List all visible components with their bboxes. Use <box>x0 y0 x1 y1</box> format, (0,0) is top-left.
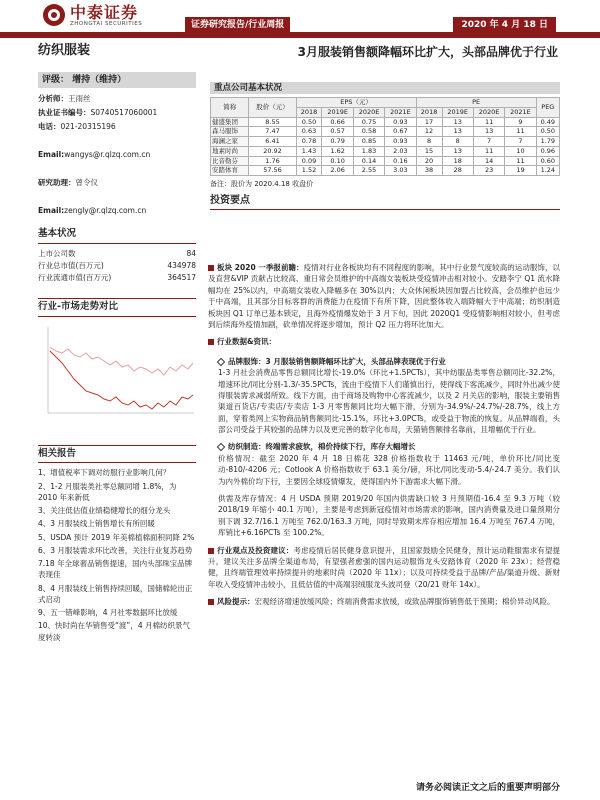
table-cell: 1.83 <box>353 146 384 156</box>
bullet-icon <box>208 599 214 605</box>
related-report-link[interactable]: 3、关注低估值业绩稳健增长的细分龙头 <box>38 506 171 516</box>
table-cell: 0.79 <box>322 137 353 147</box>
table-cell: 0.50 <box>296 117 322 127</box>
table-cell: 7.47 <box>249 127 296 137</box>
table-cell: 0.09 <box>296 156 322 166</box>
col-eps: EPS（元） <box>296 98 416 108</box>
table-row <box>211 146 560 156</box>
table-cell: 20 <box>416 156 442 166</box>
table-cell: 23 <box>473 166 504 176</box>
table-cell: 0.85 <box>353 137 384 147</box>
company-name-cell: 安踏体育 <box>211 166 249 176</box>
basic-info-table <box>38 248 196 284</box>
analyst-row <box>38 120 196 134</box>
table-cell: 7 <box>473 137 504 147</box>
table-cell: 1.79 <box>536 137 559 147</box>
table-cell: 15 <box>416 146 442 156</box>
analyst-value: 王雨丝 <box>68 94 91 103</box>
analyst-label: 电话： <box>38 122 61 131</box>
col-peg: PEG <box>536 98 559 118</box>
diamond-bullet-icon <box>217 443 225 451</box>
diamond-bullet-icon <box>217 357 225 365</box>
left-sidebar <box>38 64 196 645</box>
key-companies-table <box>210 97 560 176</box>
analyst-row <box>38 176 196 190</box>
basic-info-value: 84 <box>186 248 196 258</box>
year-header: 2020E <box>353 107 384 117</box>
year-header: 2020E <box>473 107 504 117</box>
paragraph-brand-apparel: 品牌服饰：3 月服装销售额降幅环比扩大，头部品牌表现优于行业 1-3 月社会消费品零售总额同比增长-19.0%（环比+1.5PCTs），其中纺服品类零售总额同比-32.2%，增速环比/同比分别-1.3/-35.5PCTs，流由于疫情下人们谨慎出行，使得线下客流减少，同时外出减少使得服装需求减弱所致。线下方面，由于商场及购物中心客流减少，以及 2 月关店的影响，服装主要销售渠道百货店/专卖店/专卖店 1-3 月零售额同比均大幅下滑，分别为-34.9%/-24.7%/-28.7%，线上方面，穿着类网上实物商品销售额同比-15.1%，环比+3.0PCTs，或受益于物流的恢复。从品牌端看，头部公司受益于其较强的品牌力以及更完善的数字化布局，天猫销售额排名靠前，且增幅优于行业。 <box>218 356 560 435</box>
table-cell: 0.67 <box>385 127 416 137</box>
table-cell: 2.03 <box>385 146 416 156</box>
related-reports-list <box>38 467 196 643</box>
related-report-link[interactable]: 5、USDA 预计 2019 年美棉植棉面积同降 2% <box>38 532 195 542</box>
table-cell: 0.57 <box>322 127 353 137</box>
analyst-label: 分析师： <box>38 94 68 103</box>
table-cell: 14 <box>473 156 504 166</box>
header-divider <box>0 32 600 38</box>
company-name-cell: 比音勒芬 <box>211 156 249 166</box>
analyst-value: 曾令仪 <box>75 178 98 187</box>
analyst-label: 执业证书编号： <box>38 108 91 117</box>
table-cell: 6.41 <box>249 137 296 147</box>
related-report-link[interactable]: 10、快时尚在华销售受“渡”，4 月棉纺织景气度转淡 <box>38 621 190 642</box>
report-type-tag: 证券研究报告/行业周报 <box>185 17 290 33</box>
basic-info-value: 364517 <box>167 272 196 282</box>
table-note: 备注：股价为 2020.4.18 收盘价 <box>210 180 314 189</box>
year-header: 2021E <box>385 107 416 117</box>
basic-info-title: 基本状况 <box>38 228 196 244</box>
table-cell: 0.60 <box>536 156 559 166</box>
year-header: 2018 <box>296 107 322 117</box>
related-report-link[interactable]: 9、五一错峰影响，4 月社零数据环比放缓 <box>38 608 178 618</box>
table-row <box>211 166 560 176</box>
analyst-label: Email: <box>38 150 65 159</box>
logo-text-en: ZHONGTAI SECURITIES <box>70 21 143 27</box>
basic-info-label: 上市公司数 <box>38 248 76 258</box>
industry-line <box>50 351 193 409</box>
table-cell: 0.50 <box>536 127 559 137</box>
related-report-link[interactable]: 7.18 年全球奢品销售提速，国内头部珠宝品牌表现佳 <box>38 559 193 580</box>
table-cell: 1.76 <box>249 156 296 166</box>
analyst-value: S0740517060001 <box>90 108 158 117</box>
related-report-link[interactable]: 1、增值税率下调对纺服行业影响几何？ <box>38 468 171 478</box>
bullet-icon <box>208 265 214 271</box>
industry-name: 纺织服装 <box>38 43 91 58</box>
table-cell: 19 <box>505 166 536 176</box>
analyst-row <box>38 190 196 204</box>
logo-text-cn: 中泰证券 <box>70 3 139 22</box>
analyst-label: Email: <box>38 206 65 215</box>
col-name: 简称 <box>211 98 249 118</box>
table-cell: 8.55 <box>249 117 296 127</box>
analyst-label: 研究助理： <box>38 178 76 187</box>
table-cell: 0.75 <box>353 117 384 127</box>
analyst-row <box>38 148 196 162</box>
table-cell: 20.92 <box>249 146 296 156</box>
rating: 评级： 增持（维持） <box>38 72 196 88</box>
invest-points-body <box>208 262 560 614</box>
analyst-row <box>38 134 196 148</box>
analyst-row <box>38 204 196 218</box>
basic-info-label: 行业总市值(百万元) <box>38 260 104 270</box>
analyst-value: 021-20315196 <box>60 122 116 131</box>
table-cell: 38 <box>416 166 442 176</box>
table-cell: 1.62 <box>322 146 353 156</box>
table-cell: 0.78 <box>296 137 322 147</box>
basic-info-row <box>38 248 196 260</box>
company-logo <box>42 2 182 30</box>
footer-disclaimer: 请务必阅读正文之后的重要声明部分 <box>415 782 560 793</box>
year-header: 2018 <box>416 107 442 117</box>
analyst-row <box>38 92 196 106</box>
table-cell: 9 <box>505 117 536 127</box>
table-row <box>211 137 560 147</box>
table-cell: 0.16 <box>385 156 416 166</box>
market-trend-chart <box>38 321 196 421</box>
basic-info-row <box>38 260 196 272</box>
col-price: 股价（元） <box>249 98 296 118</box>
table-row <box>211 156 560 166</box>
table-cell: 10 <box>505 146 536 156</box>
bullet-icon <box>208 548 214 554</box>
table-cell: 17 <box>416 117 442 127</box>
table-cell: 7 <box>505 137 536 147</box>
table-row <box>211 127 560 137</box>
year-header: 2021E <box>505 107 536 117</box>
market-chart-title: 行业-市场走势对比 <box>38 298 196 317</box>
analyst-value: wangys@r.qlzq.com.cn <box>64 150 151 159</box>
table-row <box>211 117 560 127</box>
paragraph-risk-warning: 风险提示：宏观经济增速放缓风险；终端消费需求放缓，或致品牌服饰销售低于预期；棉价异动风险。 <box>208 596 560 607</box>
table-cell: 8 <box>416 137 442 147</box>
key-companies-section <box>210 82 560 210</box>
report-date: 2020 年 4 月 18 日 <box>453 17 556 33</box>
table-cell: 12 <box>416 127 442 137</box>
analyst-info <box>38 92 196 218</box>
analyst-row <box>38 162 196 176</box>
company-name-cell: 海澜之家 <box>211 137 249 147</box>
table-cell: 18 <box>442 156 473 166</box>
analyst-row <box>38 106 196 120</box>
paragraph-investment-advice: 行业观点及投资建议：考虑疫情后居民健身意识提升，且国家鼓励全民健身，预计运动鞋服需求有望提升，建议关注多品牌全渠道布局，有望强者愈强的国内运动服饰龙头安踏体育（2020 年 23x）；经营稳健，且终端管理效率持续提升的地素时尚（2020 年 11x）；以及可持续受益于品牌/产品/渠道升级、新财年收入受疫情冲击较小，且低估值的中高端羽绒服龙头波司登（20/21 财年 14x）。 <box>208 545 560 589</box>
table-cell: 11 <box>505 156 536 166</box>
col-pe: PE <box>416 98 536 108</box>
table-cell: 1.24 <box>536 166 559 176</box>
table-cell: 0.49 <box>536 117 559 127</box>
table-cell: 0.10 <box>322 156 353 166</box>
paragraph-textile-manufacturing: 纺织制造：终端需求疲软，棉价持续下行，库存大幅增长 价格情况：截至 2020 年 4 月 18 日棉花 328 价格指数收于 11463 元/吨，单价环比/同比变动-810/-4206 元；Cotlook A 价格指数收于 63.1 美分/磅，环比/同比变动-5.4/-24.7 美分。我们认为内外棉价均下行，主要因全球疫情爆发，使得国内外下游需求大幅下滑。 <box>218 442 560 486</box>
table-cell: 1.52 <box>296 166 322 176</box>
table-cell: 13 <box>442 117 473 127</box>
table-cell: 2.06 <box>322 166 353 176</box>
market-trend-svg <box>38 321 196 421</box>
table-cell: 2.55 <box>353 166 384 176</box>
table-cell: 0.96 <box>536 146 559 156</box>
analyst-value: zengly@r.qlzq.com.cn <box>64 206 147 215</box>
paragraph-supply-demand: 供需及库存情况：4 月 USDA 预期 2019/20 年国内供需缺口较 3 月预期值-16.4 至 9.3 万吨（较 2018/19 年缩小 40.1 万吨），主要是考虑到新冠疫情对市场需求的影响，国内消费量及进口量预期分别下调 32.7/16.1 万吨至 762.0/163.3 万吨，同时导致期末库存相应增加 16.4 万吨至 767.4 万吨，库销比+6.16PCTs 至 100.2%。 <box>218 494 560 538</box>
market-line <box>50 347 193 375</box>
table-cell: 1.43 <box>296 146 322 156</box>
table-cell: 0.93 <box>385 137 416 147</box>
table-cell: 11 <box>473 117 504 127</box>
table-cell: 11 <box>473 146 504 156</box>
logo-icon <box>42 3 66 27</box>
paragraph-sector-preview: 板块 2020 一季报前瞻：疫情对行业各板块均有不同程度的影响，其中行业景气度较高的运动服饰，以及直营&VIP 贡献占比较高、重日常会员维护的中高端女装板块受疫情冲击相对较小。安踏李宁 Q1 流水降幅均在 25%以内，中高端女装收入降幅多在 30%以内；大众休闲板块因加盟占比较高，会员维护也远少于中高端，且其部分目标客群的消费能力在疫情下有所下降，因此整体收入端降幅大于中高端；纺织制造板块因 Q1 订单已基本锁定，且海外疫情爆发始于 3 月下旬，因此 2020Q1 受疫情影响相对较小，但考虑到后续海外疫情加剧，砍单情况将逐步增加，预计 Q2 压力将环比加大。 <box>208 263 561 329</box>
table-cell: 13 <box>442 127 473 137</box>
basic-info-label: 行业流通市值(百万元) <box>38 272 112 282</box>
paragraph-industry-data-title: 行业数据&资讯： <box>208 336 560 347</box>
related-report-link[interactable]: 4、3 月服装线上销售增长有所回暖 <box>38 519 155 529</box>
company-name-cell: 森马服饰 <box>211 127 249 137</box>
related-report-link[interactable]: 2、1-2 月服装类社零总额同增 1.8%，为 2010 年来新低 <box>38 481 177 502</box>
basic-info-row <box>38 272 196 284</box>
table-cell: 0.58 <box>353 127 384 137</box>
related-report-link[interactable]: 8、4 月服装线上销售持续回暖，国储棉轮出正式启动 <box>38 583 193 604</box>
table-cell: 0.63 <box>296 127 322 137</box>
table-cell: 57.56 <box>249 166 296 176</box>
table-cell: 0.14 <box>353 156 384 166</box>
basic-info-value: 434978 <box>167 260 196 270</box>
company-name-cell: 健盛集团 <box>211 117 249 127</box>
year-header: 2019E <box>322 107 353 117</box>
table-cell: 28 <box>442 166 473 176</box>
company-name-cell: 地素时尚 <box>211 146 249 156</box>
report-title: 3月服装销售额降幅环比扩大，头部品牌优于行业 <box>297 45 558 59</box>
table-cell: 0.66 <box>322 117 353 127</box>
table-cell: 8 <box>442 137 473 147</box>
invest-points-title: 投资要点 <box>210 194 560 211</box>
table-cell: 13 <box>473 127 504 137</box>
key-companies-title: 重点公司基本状况 <box>210 82 560 94</box>
table-cell: 3.03 <box>385 166 416 176</box>
bullet-icon <box>208 339 214 345</box>
table-cell: 13 <box>442 146 473 156</box>
related-report-link[interactable]: 6、3 月服装需求环比改善，关注行业复苏趋势 <box>38 545 193 555</box>
table-cell: 0.93 <box>385 117 416 127</box>
table-cell: 11 <box>505 127 536 137</box>
related-reports-title: 相关报告 <box>38 445 196 464</box>
year-header: 2019E <box>442 107 473 117</box>
